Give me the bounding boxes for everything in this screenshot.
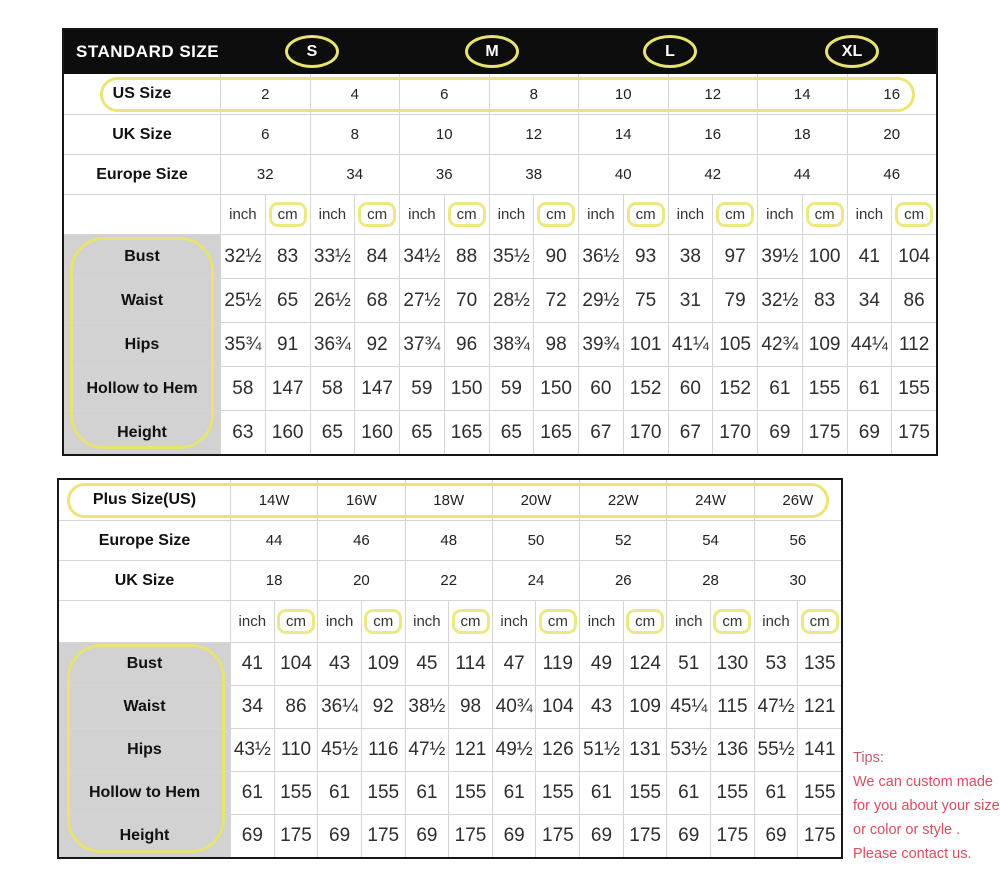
- measure-row: [64, 278, 936, 322]
- measure-value-cell: 32½: [220, 234, 265, 278]
- measure-value-cell: 61: [847, 366, 892, 410]
- measure-value-cell: 39¾: [578, 322, 623, 366]
- size-value-cell: 50: [492, 520, 579, 560]
- measure-value-cell: 126: [535, 728, 579, 771]
- measure-value-cell: 28½: [489, 278, 534, 322]
- measure-value-cell: 69: [847, 410, 892, 454]
- measure-value-cell: 101: [623, 322, 668, 366]
- measure-value-cell: 155: [710, 771, 754, 814]
- size-value-cell: 22: [405, 560, 492, 600]
- cm-unit-cell: [712, 194, 757, 234]
- measure-value-cell: 67: [668, 410, 713, 454]
- size-value-cell: 16W: [317, 480, 404, 520]
- measure-value-cell: 165: [444, 410, 489, 454]
- cm-unit-cell: [623, 600, 667, 642]
- measure-value-cell: 34: [230, 685, 274, 728]
- size-letter-circle-xl: XL: [825, 35, 879, 68]
- measure-value-cell: 59: [399, 366, 444, 410]
- measure-value-cell: 61: [317, 771, 361, 814]
- measure-value-cell: 65: [489, 410, 534, 454]
- measure-value-cell: 124: [623, 642, 667, 685]
- measure-row: [59, 728, 841, 771]
- measure-value-cell: 116: [361, 728, 405, 771]
- measure-value-cell: 43½: [230, 728, 274, 771]
- measure-value-cell: 109: [361, 642, 405, 685]
- measure-value-cell: 92: [354, 322, 399, 366]
- inch-unit-cell: inch: [847, 194, 892, 234]
- measure-value-cell: 110: [274, 728, 318, 771]
- measure-value-cell: 90: [533, 234, 578, 278]
- cm-circle-annotation: cm: [626, 609, 664, 634]
- measure-value-cell: 105: [712, 322, 757, 366]
- measure-row: [59, 814, 841, 857]
- measure-value-cell: 175: [797, 814, 841, 857]
- tips-line: or color or style .: [853, 822, 961, 838]
- size-row-label: Plus Size(US): [92, 491, 197, 508]
- size-value-cell: 24: [492, 560, 579, 600]
- measure-value-cell: 67: [578, 410, 623, 454]
- measure-value-cell: 59: [489, 366, 534, 410]
- size-value-cell: 52: [579, 520, 666, 560]
- inch-unit-cell: inch: [754, 600, 798, 642]
- measure-value-cell: 130: [710, 642, 754, 685]
- size-value-cell: 36: [399, 154, 489, 194]
- measure-row-label: Bust: [59, 642, 230, 685]
- measure-value-cell: 35½: [489, 234, 534, 278]
- measure-value-cell: 155: [274, 771, 318, 814]
- measure-value-cell: 68: [354, 278, 399, 322]
- tips-note: [853, 746, 1000, 866]
- measure-value-cell: 155: [535, 771, 579, 814]
- measure-value-cell: 45½: [317, 728, 361, 771]
- measure-value-cell: 175: [891, 410, 936, 454]
- cm-circle-annotation: cm: [627, 202, 665, 227]
- measure-value-cell: 41: [230, 642, 274, 685]
- measure-value-cell: 69: [754, 814, 798, 857]
- size-value-cell: 20: [847, 114, 937, 154]
- measure-value-cell: 60: [668, 366, 713, 410]
- size-value-cell: 46: [847, 154, 937, 194]
- measure-value-cell: 109: [623, 685, 667, 728]
- measure-value-cell: 34½: [399, 234, 444, 278]
- size-value-cell: 34: [310, 154, 400, 194]
- size-value-cell: 42: [668, 154, 758, 194]
- measure-value-cell: 36¾: [310, 322, 355, 366]
- measure-row-label: Hips: [59, 728, 230, 771]
- measure-value-cell: 31: [668, 278, 713, 322]
- measure-value-cell: 86: [891, 278, 936, 322]
- size-value-cell: 22W: [579, 480, 666, 520]
- size-value-cell: 8: [310, 114, 400, 154]
- measure-value-cell: 63: [220, 410, 265, 454]
- inch-unit-cell: inch: [578, 194, 623, 234]
- size-value-cell: 20W: [492, 480, 579, 520]
- measure-value-cell: 175: [448, 814, 492, 857]
- measure-value-cell: 147: [265, 366, 310, 410]
- size-value-cell: 14: [757, 74, 847, 114]
- size-row: [64, 154, 936, 194]
- cm-unit-cell: [265, 194, 310, 234]
- size-value-cell: 18: [757, 114, 847, 154]
- measure-row-label: Height: [64, 410, 220, 454]
- measure-value-cell: 72: [533, 278, 578, 322]
- measure-value-cell: 175: [274, 814, 318, 857]
- size-value-cell: 16: [847, 74, 937, 114]
- size-row: [59, 560, 841, 600]
- measure-value-cell: 83: [802, 278, 847, 322]
- measure-value-cell: 175: [710, 814, 754, 857]
- size-value-cell: 10: [578, 74, 668, 114]
- measure-value-cell: 152: [623, 366, 668, 410]
- measure-value-cell: 69: [405, 814, 449, 857]
- size-value-cell: 32: [220, 154, 310, 194]
- tips-line: for you about your size: [853, 798, 1000, 814]
- measure-value-cell: 155: [797, 771, 841, 814]
- cm-circle-annotation: cm: [277, 609, 315, 634]
- cm-circle-annotation: cm: [539, 609, 577, 634]
- measure-value-cell: 47: [492, 642, 536, 685]
- measure-value-cell: 55½: [754, 728, 798, 771]
- measure-value-cell: 155: [802, 366, 847, 410]
- measure-value-cell: 58: [220, 366, 265, 410]
- cm-circle-annotation: cm: [537, 202, 575, 227]
- measure-value-cell: 34: [847, 278, 892, 322]
- standard-size-header-bar: [64, 30, 936, 74]
- size-value-cell: 26: [579, 560, 666, 600]
- size-value-cell: 40: [578, 154, 668, 194]
- measure-value-cell: 65: [310, 410, 355, 454]
- measure-value-cell: 47½: [754, 685, 798, 728]
- measure-value-cell: 175: [623, 814, 667, 857]
- plus-size-rows: [59, 480, 841, 857]
- size-value-cell: 24W: [666, 480, 753, 520]
- measure-value-cell: 41: [847, 234, 892, 278]
- measure-value-cell: 35¾: [220, 322, 265, 366]
- inch-unit-cell: inch: [399, 194, 444, 234]
- size-letter-circle-l: L: [643, 35, 697, 68]
- measure-value-cell: 135: [797, 642, 841, 685]
- measure-value-cell: 37¾: [399, 322, 444, 366]
- measure-value-cell: 175: [535, 814, 579, 857]
- measure-value-cell: 115: [710, 685, 754, 728]
- measure-value-cell: 119: [535, 642, 579, 685]
- measure-value-cell: 38: [668, 234, 713, 278]
- measure-value-cell: 51: [666, 642, 710, 685]
- size-value-cell: 4: [310, 74, 400, 114]
- measure-row: [64, 410, 936, 454]
- size-value-cell: 48: [405, 520, 492, 560]
- measure-value-cell: 86: [274, 685, 318, 728]
- size-value-cell: 12: [489, 114, 579, 154]
- cm-circle-annotation: cm: [806, 202, 844, 227]
- measure-value-cell: 131: [623, 728, 667, 771]
- cm-unit-cell: [354, 194, 399, 234]
- measure-value-cell: 61: [754, 771, 798, 814]
- measure-value-cell: 69: [666, 814, 710, 857]
- size-row: [59, 520, 841, 560]
- measure-value-cell: 155: [891, 366, 936, 410]
- measure-value-cell: 36¼: [317, 685, 361, 728]
- cm-circle-annotation: cm: [452, 609, 490, 634]
- measure-value-cell: 121: [797, 685, 841, 728]
- unit-row: [59, 600, 841, 642]
- cm-circle-annotation: cm: [448, 202, 486, 227]
- cm-circle-annotation: cm: [801, 609, 839, 634]
- measure-value-cell: 49½: [492, 728, 536, 771]
- measure-value-cell: 155: [361, 771, 405, 814]
- measure-value-cell: 175: [361, 814, 405, 857]
- measure-value-cell: 155: [448, 771, 492, 814]
- measure-value-cell: 150: [533, 366, 578, 410]
- measure-value-cell: 61: [230, 771, 274, 814]
- measure-row-label: Waist: [64, 278, 220, 322]
- measure-row: [64, 234, 936, 278]
- cm-unit-cell: [797, 600, 841, 642]
- measure-value-cell: 175: [802, 410, 847, 454]
- cm-circle-annotation: cm: [895, 202, 933, 227]
- cm-unit-cell: [891, 194, 936, 234]
- measure-value-cell: 98: [533, 322, 578, 366]
- measure-value-cell: 109: [802, 322, 847, 366]
- size-value-cell: 28: [666, 560, 753, 600]
- measure-value-cell: 36½: [578, 234, 623, 278]
- measure-value-cell: 53½: [666, 728, 710, 771]
- measure-row-label: Bust: [64, 234, 220, 278]
- inch-unit-cell: inch: [489, 194, 534, 234]
- measure-value-cell: 93: [623, 234, 668, 278]
- inch-unit-cell: inch: [405, 600, 449, 642]
- measure-value-cell: 27½: [399, 278, 444, 322]
- inch-unit-cell: inch: [668, 194, 713, 234]
- size-value-cell: 6: [399, 74, 489, 114]
- inch-unit-cell: inch: [230, 600, 274, 642]
- size-letter-circle-m: M: [465, 35, 519, 68]
- measure-value-cell: 41¼: [668, 322, 713, 366]
- measure-value-cell: 58: [310, 366, 355, 410]
- measure-row: [59, 685, 841, 728]
- measure-value-cell: 26½: [310, 278, 355, 322]
- measure-value-cell: 97: [712, 234, 757, 278]
- measure-value-cell: 61: [579, 771, 623, 814]
- inch-unit-cell: inch: [310, 194, 355, 234]
- measure-value-cell: 42¾: [757, 322, 802, 366]
- measure-row: [64, 366, 936, 410]
- measure-value-cell: 75: [623, 278, 668, 322]
- measure-value-cell: 38½: [405, 685, 449, 728]
- measure-value-cell: 33½: [310, 234, 355, 278]
- size-value-cell: 44: [230, 520, 317, 560]
- standard-size-table: [62, 28, 938, 456]
- size-value-cell: 2: [220, 74, 310, 114]
- measure-value-cell: 98: [448, 685, 492, 728]
- cm-unit-cell: [535, 600, 579, 642]
- measure-value-cell: 43: [317, 642, 361, 685]
- cm-unit-cell: [623, 194, 668, 234]
- measure-value-cell: 25½: [220, 278, 265, 322]
- measure-value-cell: 121: [448, 728, 492, 771]
- measure-value-cell: 29½: [578, 278, 623, 322]
- unit-row-spacer: [64, 194, 220, 234]
- cm-unit-cell: [533, 194, 578, 234]
- tips-line: We can custom made: [853, 774, 993, 790]
- unit-row-spacer: [59, 600, 230, 642]
- measure-value-cell: 47½: [405, 728, 449, 771]
- measure-value-cell: 96: [444, 322, 489, 366]
- cm-unit-cell: [448, 600, 492, 642]
- size-value-cell: 10: [399, 114, 489, 154]
- measure-value-cell: 92: [361, 685, 405, 728]
- measure-value-cell: 60: [578, 366, 623, 410]
- measure-value-cell: 49: [579, 642, 623, 685]
- cm-unit-cell: [361, 600, 405, 642]
- measure-value-cell: 61: [492, 771, 536, 814]
- cm-unit-cell: [274, 600, 318, 642]
- size-row: [64, 74, 936, 114]
- measure-value-cell: 170: [712, 410, 757, 454]
- measure-row-label: Height: [59, 814, 230, 857]
- measure-value-cell: 69: [579, 814, 623, 857]
- size-value-cell: 18W: [405, 480, 492, 520]
- measure-value-cell: 147: [354, 366, 399, 410]
- tips-title: Tips:: [853, 750, 884, 766]
- size-letter-circle-s: S: [285, 35, 339, 68]
- measure-value-cell: 165: [533, 410, 578, 454]
- measure-value-cell: 69: [317, 814, 361, 857]
- measure-value-cell: 104: [274, 642, 318, 685]
- size-value-cell: 14: [578, 114, 668, 154]
- measure-value-cell: 136: [710, 728, 754, 771]
- inch-unit-cell: inch: [317, 600, 361, 642]
- measure-value-cell: 104: [535, 685, 579, 728]
- measure-value-cell: 100: [802, 234, 847, 278]
- unit-row: [64, 194, 936, 234]
- measure-value-cell: 160: [354, 410, 399, 454]
- cm-unit-cell: [710, 600, 754, 642]
- measure-value-cell: 32½: [757, 278, 802, 322]
- measure-value-cell: 141: [797, 728, 841, 771]
- cm-circle-annotation: cm: [364, 609, 402, 634]
- plus-size-table: [57, 478, 843, 859]
- size-value-cell: 46: [317, 520, 404, 560]
- measure-value-cell: 112: [891, 322, 936, 366]
- inch-unit-cell: inch: [492, 600, 536, 642]
- measure-row-label: Hollow to Hem: [64, 366, 220, 410]
- measure-value-cell: 65: [399, 410, 444, 454]
- measure-value-cell: 88: [444, 234, 489, 278]
- measure-value-cell: 40¾: [492, 685, 536, 728]
- measure-value-cell: 91: [265, 322, 310, 366]
- cm-circle-annotation: cm: [269, 202, 307, 227]
- size-row: [64, 114, 936, 154]
- size-value-cell: 8: [489, 74, 579, 114]
- measure-value-cell: 61: [666, 771, 710, 814]
- size-value-cell: 54: [666, 520, 753, 560]
- measure-value-cell: 114: [448, 642, 492, 685]
- measure-value-cell: 69: [492, 814, 536, 857]
- size-row-label: UK Size: [64, 114, 220, 154]
- size-value-cell: 14W: [230, 480, 317, 520]
- measure-row: [64, 322, 936, 366]
- size-row-label: Europe Size: [64, 154, 220, 194]
- size-row-label: UK Size: [59, 560, 230, 600]
- size-value-cell: 18: [230, 560, 317, 600]
- inch-unit-cell: inch: [666, 600, 710, 642]
- measure-value-cell: 43: [579, 685, 623, 728]
- size-value-cell: 16: [668, 114, 758, 154]
- inch-unit-cell: inch: [579, 600, 623, 642]
- size-value-cell: 20: [317, 560, 404, 600]
- measure-value-cell: 45¼: [666, 685, 710, 728]
- measure-value-cell: 150: [444, 366, 489, 410]
- measure-value-cell: 69: [230, 814, 274, 857]
- size-row-label: US Size: [112, 85, 172, 102]
- size-value-cell: 44: [757, 154, 847, 194]
- size-value-cell: 12: [668, 74, 758, 114]
- measure-row: [59, 771, 841, 814]
- measure-value-cell: 160: [265, 410, 310, 454]
- measure-value-cell: 39½: [757, 234, 802, 278]
- measure-value-cell: 45: [405, 642, 449, 685]
- size-value-cell: 6: [220, 114, 310, 154]
- measure-value-cell: 79: [712, 278, 757, 322]
- standard-size-rows: [64, 74, 936, 454]
- size-value-cell: 56: [754, 520, 841, 560]
- tips-lines: [853, 770, 1000, 866]
- measure-value-cell: 152: [712, 366, 757, 410]
- measure-value-cell: 69: [757, 410, 802, 454]
- inch-unit-cell: inch: [757, 194, 802, 234]
- measure-value-cell: 61: [405, 771, 449, 814]
- size-row: [59, 480, 841, 520]
- measure-value-cell: 155: [623, 771, 667, 814]
- measure-row: [59, 642, 841, 685]
- measure-row-label: Waist: [59, 685, 230, 728]
- tips-line: Please contact us.: [853, 846, 972, 862]
- measure-row-label: Hips: [64, 322, 220, 366]
- measure-value-cell: 170: [623, 410, 668, 454]
- measure-row-label: Hollow to Hem: [59, 771, 230, 814]
- measure-value-cell: 70: [444, 278, 489, 322]
- measure-value-cell: 104: [891, 234, 936, 278]
- measure-value-cell: 38¾: [489, 322, 534, 366]
- measure-value-cell: 84: [354, 234, 399, 278]
- size-row-label: Europe Size: [59, 520, 230, 560]
- size-value-cell: 30: [754, 560, 841, 600]
- measure-value-cell: 61: [757, 366, 802, 410]
- standard-size-title: STANDARD SIZE: [76, 42, 220, 61]
- measure-value-cell: 65: [265, 278, 310, 322]
- cm-unit-cell: [444, 194, 489, 234]
- measure-value-cell: 83: [265, 234, 310, 278]
- size-value-cell: 38: [489, 154, 579, 194]
- inch-unit-cell: inch: [220, 194, 265, 234]
- measure-value-cell: 51½: [579, 728, 623, 771]
- size-value-cell: 26W: [754, 480, 841, 520]
- cm-circle-annotation: cm: [716, 202, 754, 227]
- measure-value-cell: 53: [754, 642, 798, 685]
- cm-circle-annotation: cm: [358, 202, 396, 227]
- cm-unit-cell: [802, 194, 847, 234]
- measure-value-cell: 44¼: [847, 322, 892, 366]
- cm-circle-annotation: cm: [713, 609, 751, 634]
